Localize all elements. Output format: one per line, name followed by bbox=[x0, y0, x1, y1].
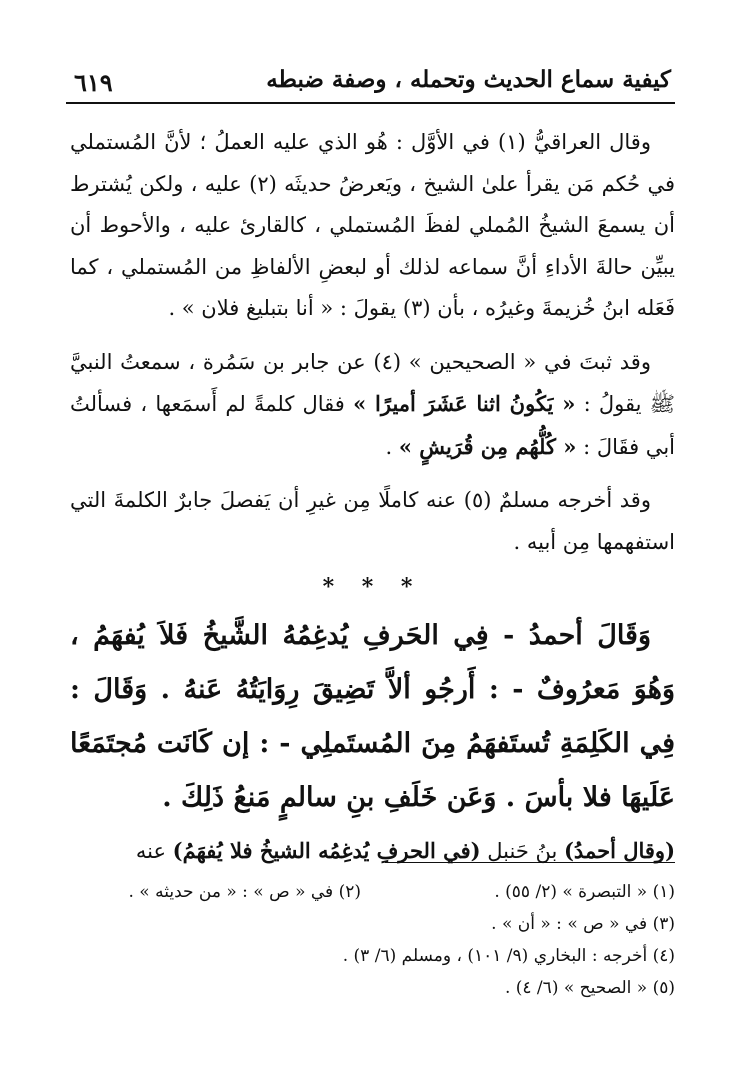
footnote-row bbox=[70, 876, 675, 908]
footnote-2: (٢) في « ص » : « من حديثه » . bbox=[128, 882, 361, 902]
sharh-lemma-2: (في الحرفِ يُدغِمُه الشيخُ فلا يُفهَمُ) bbox=[172, 838, 481, 863]
paragraph-sahihayn-middle: فقال كلمةً لم أَسمَعها ، فسألتُ أبي فقَالَ : bbox=[70, 392, 675, 459]
footnote-4: (٤) أخرجه : البخاري (٩/ ١٠١) ، ومسلم (٦/ ٣) . bbox=[342, 946, 675, 966]
footnotes bbox=[70, 876, 675, 1004]
chapter-title: كيفية سماع الحديث وتحمله ، وصفة ضبطه bbox=[266, 66, 671, 93]
paragraph-muslim: وقد أخرجه مسلمٌ (٥) عنه كاملًا مِن غيرِ أن يَفصلَ جابرٌ الكلمةَ التي استفهمها مِن أبيه . bbox=[70, 488, 675, 554]
sharh-commentary-1: بنُ حَنبل bbox=[480, 839, 564, 863]
footnote-divider bbox=[385, 862, 675, 863]
section-separator: * * * bbox=[322, 574, 423, 600]
sharh-text bbox=[70, 831, 675, 871]
hadith-quote-amir: « يَكُونُ اثنا عَشَرَ أميرًا » bbox=[353, 391, 576, 416]
paragraph-sahihayn bbox=[70, 342, 675, 469]
footnote-row bbox=[70, 972, 675, 1004]
hadith-quote-quraysh: « كُلُّهُم مِن قُرَيشٍ » bbox=[398, 433, 577, 459]
footnote-1: (١) « التبصرة » (٢/ ٥٥) . bbox=[494, 882, 675, 902]
main-text bbox=[70, 122, 675, 871]
paragraph-iraqi: وقال العراقيُّ (١) في الأوَّل : هُو الذي عليه العملُ ؛ لأنَّ المُستملي في حُكم مَن يقرأ علىٰ الشيخ ، ويَعرضُ حديثَه (٢) عليه ، ولكن يُشترط أن يسمعَ الشيخُ المُملي لفظَ المُستملي ، كالقارئ عليه ، والأحوط أن يبيِّن حالةَ الأداءِ أنَّ سماعه لذلك أو لبعضِ الألفاظِ من المُستملي ، كما فَعَله ابنُ خُزيمةَ وغيرُه ، بأن (٣) يقولَ : « أنا بتبليغ فلان » . bbox=[70, 130, 675, 320]
footnote-5: (٥) « الصحيح » (٦/ ٤) . bbox=[504, 978, 675, 998]
footnote-row bbox=[70, 940, 675, 972]
paragraph-sahihayn-end: . bbox=[385, 434, 399, 459]
footnote-row bbox=[70, 908, 675, 940]
page-number: ٦١٩ bbox=[74, 68, 113, 97]
footnote-3: (٣) في « ص » : « أن » . bbox=[491, 914, 675, 934]
sharh-commentary-2: عنه bbox=[135, 839, 173, 863]
sharh-lemma-1: (وقال أحمدُ) bbox=[564, 838, 675, 863]
matn-text: وَقَالَ أحمدُ - فِي الحَرفِ يُدغِمُهُ الشَّيخُ فَلاَ يُفهَمُ ، وَهُوَ مَعرُوفٌ - : أَرجُو ألاَّ تَضِيقَ رِوَايَتُهُ عَنهُ . وَقَالَ : فِي الكَلِمَةِ تُستَفهَمُ مِنَ المُستَملِي - : إن كَانَت مُجتَمَعًا عَلَيهَا فلا بأسَ . وَعَن خَلَفِ بنِ سالمٍ مَنعُ ذَلِكَ . bbox=[70, 620, 675, 813]
paragraph-sahihayn-intro: وقد ثبتَ في « الصحيحين » (٤) عن جابر بن سَمُرة ، سمعتُ النبيَّ ﷺ يقولُ : bbox=[70, 349, 676, 416]
running-header bbox=[66, 58, 675, 104]
